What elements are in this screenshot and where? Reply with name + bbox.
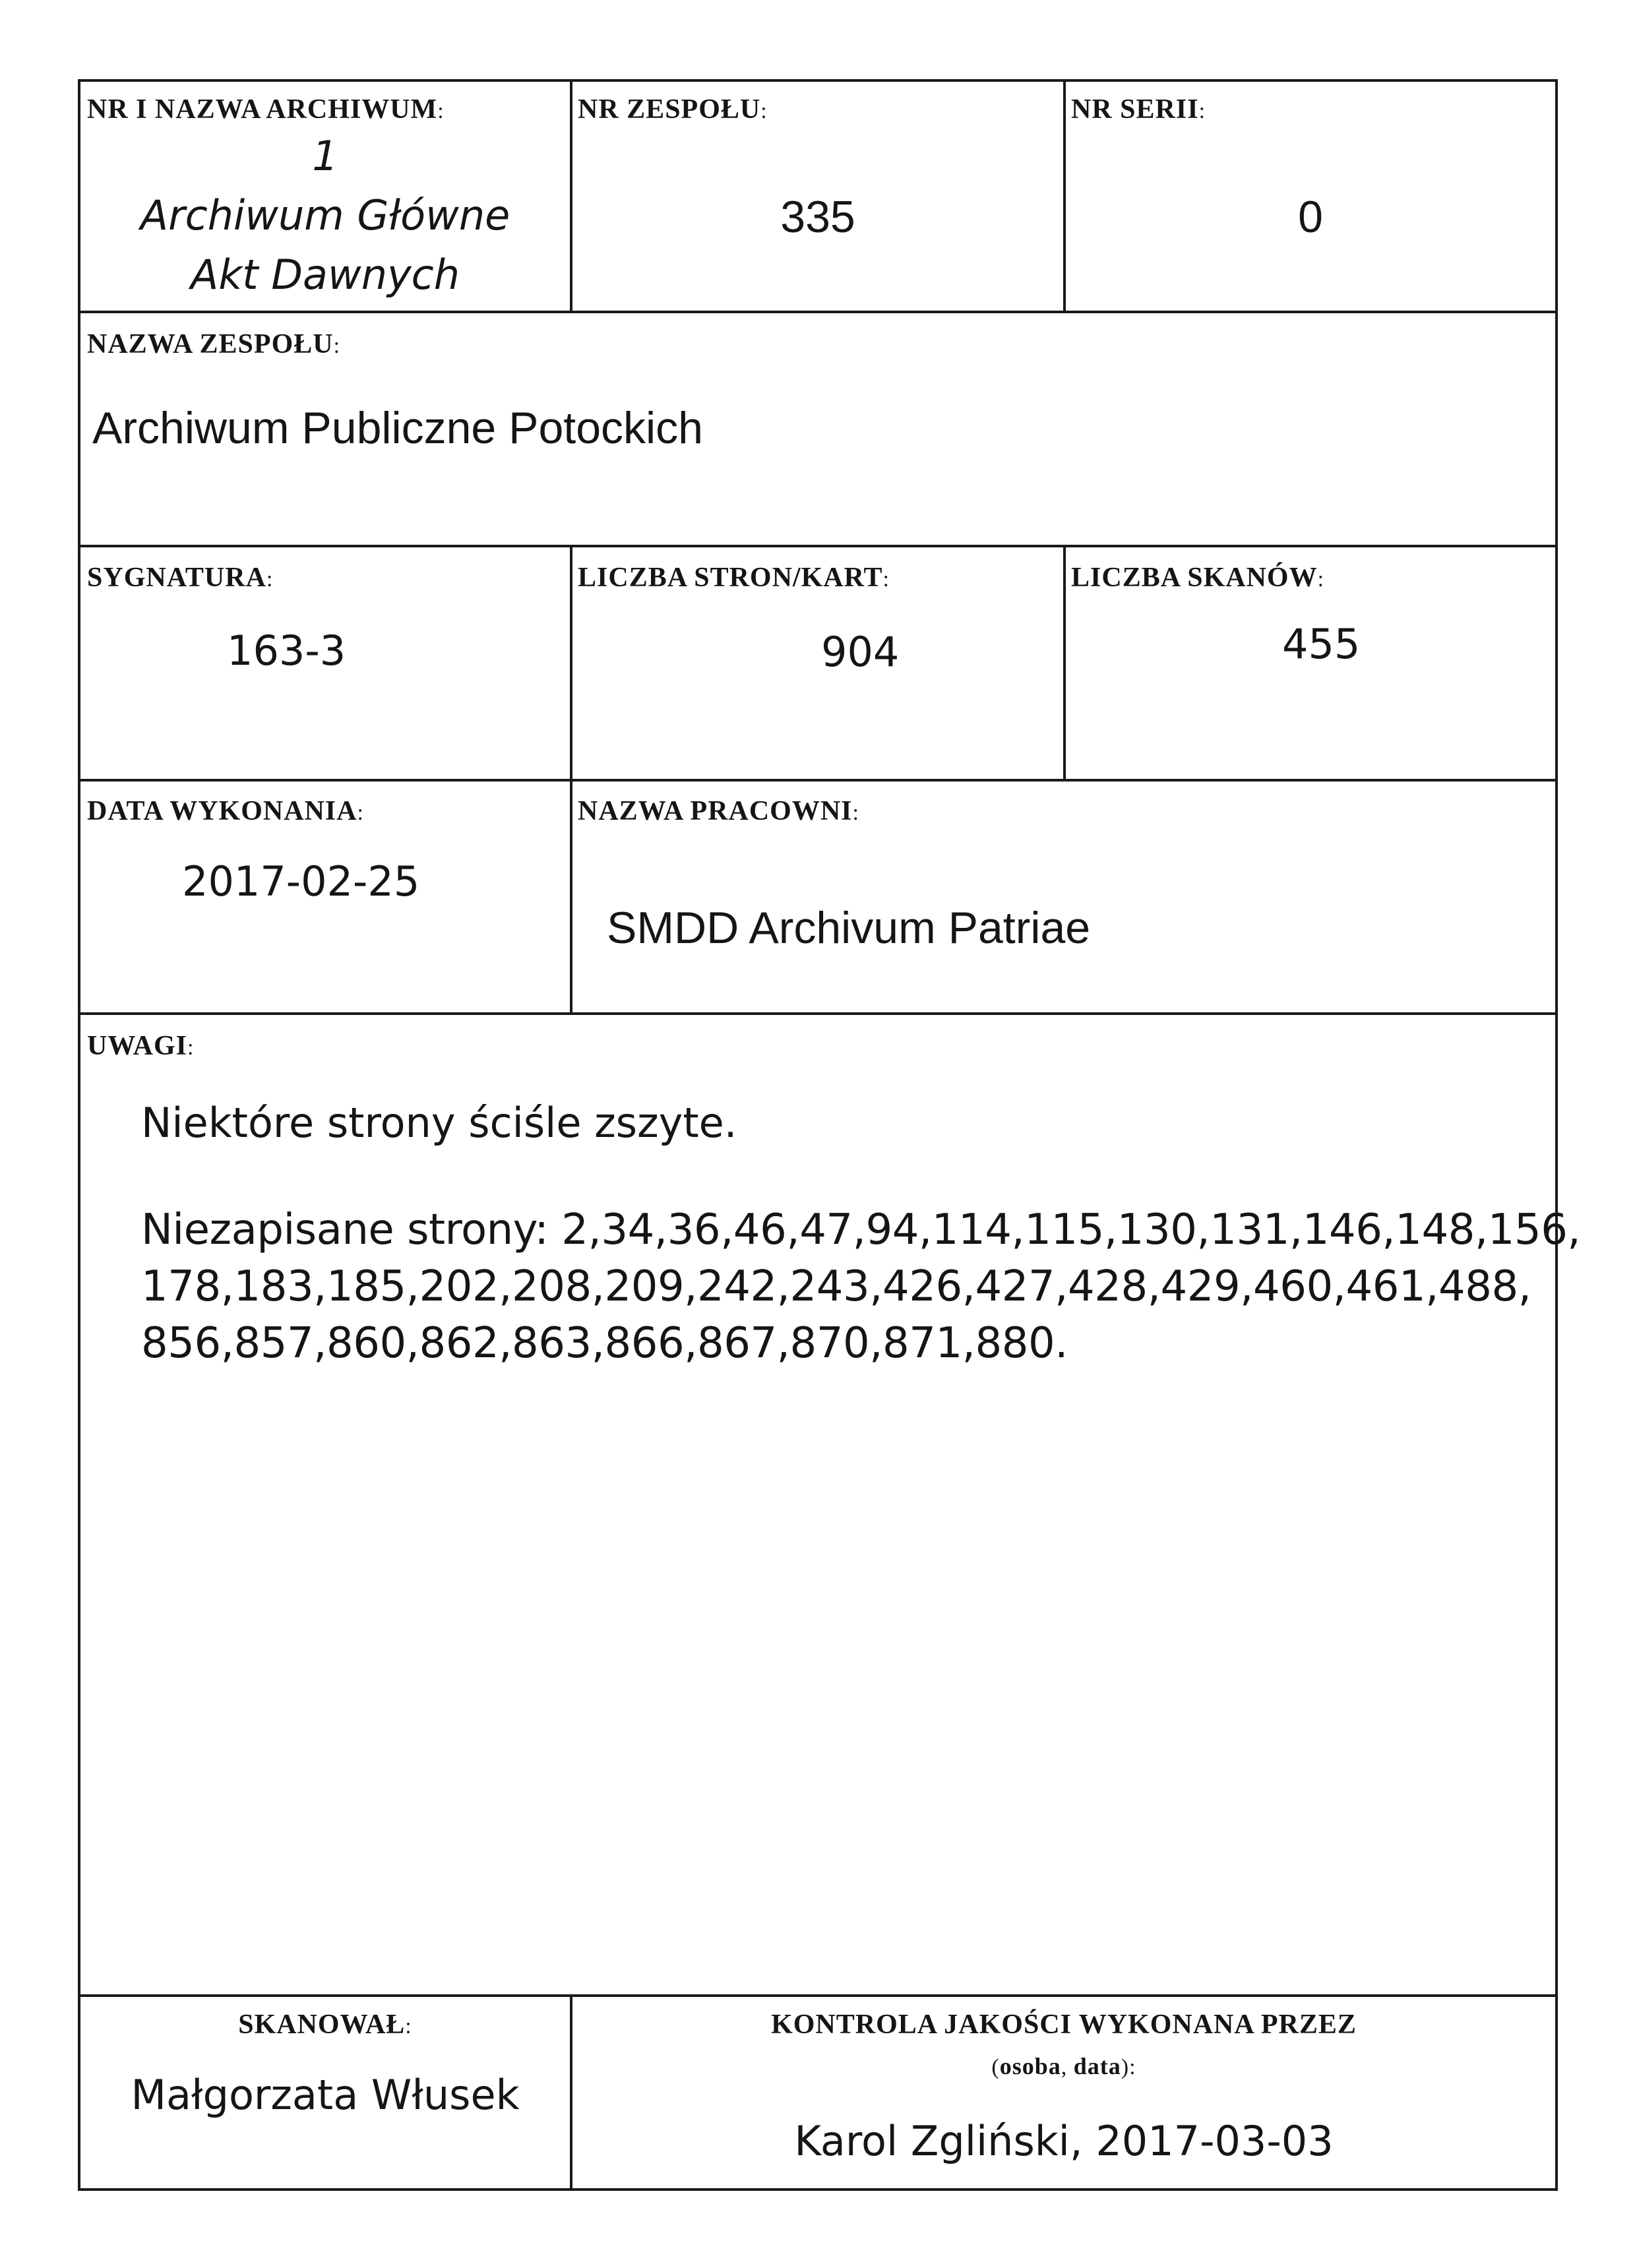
date-label: DATA WYKONANIA: bbox=[87, 796, 364, 826]
series-label: NR SERII: bbox=[1071, 94, 1206, 125]
studio-value: SMDD Archivum Patriae bbox=[607, 903, 1091, 953]
qc-sublabel: (osoba, data): bbox=[991, 2053, 1136, 2079]
notes-line-4: 856,857,860,862,863,866,867,870,871,880. bbox=[141, 1319, 1068, 1368]
scanned-by-value: Małgorzata Włusek bbox=[131, 2071, 520, 2119]
scanned-by-label: SKANOWAŁ: bbox=[238, 2009, 412, 2040]
collection-no-value: 335 bbox=[780, 192, 855, 242]
scans-label: LICZBA SKANÓW: bbox=[1071, 563, 1325, 593]
archive-label: NR I NAZWA ARCHIWUM: bbox=[87, 94, 445, 125]
series-value: 0 bbox=[1298, 192, 1323, 242]
col-divider-row4 bbox=[570, 779, 572, 1014]
col-divider-row3-a bbox=[570, 545, 572, 780]
signature-label: SYGNATURA: bbox=[87, 563, 274, 593]
archive-number: 1 bbox=[312, 132, 338, 180]
row-divider-5 bbox=[78, 1994, 1558, 1997]
archive-name-line2: Akt Dawnych bbox=[190, 251, 460, 299]
row-divider-2 bbox=[78, 545, 1558, 547]
studio-label: NAZWA PRACOWNI: bbox=[578, 796, 859, 826]
row-divider-1 bbox=[78, 311, 1558, 313]
signature-value: 163-3 bbox=[227, 627, 346, 675]
notes-line-2: Niezapisane strony: 2,34,36,46,47,94,114,115,130,131,146,148,156, bbox=[141, 1206, 1581, 1254]
notes-label: UWAGI: bbox=[87, 1031, 195, 1061]
qc-value: Karol Zgliński, 2017-03-03 bbox=[794, 2117, 1334, 2165]
scans-value: 455 bbox=[1282, 620, 1361, 668]
pages-label: LICZBA STRON/KART: bbox=[578, 563, 890, 593]
collection-name-label: NAZWA ZESPOŁU: bbox=[87, 329, 341, 359]
date-value: 2017-02-25 bbox=[182, 857, 420, 905]
col-divider-row3-b bbox=[1063, 545, 1066, 780]
collection-no-label: NR ZESPOŁU: bbox=[578, 94, 768, 125]
pages-value: 904 bbox=[821, 628, 900, 676]
collection-name-value: Archiwum Publiczne Potockich bbox=[92, 403, 703, 453]
qc-label: KONTROLA JAKOŚCI WYKONANA PRZEZ bbox=[771, 2009, 1357, 2040]
archive-name-line1: Archiwum Główne bbox=[140, 191, 510, 239]
notes-line-1: Niektóre strony ściśle zszyte. bbox=[141, 1099, 737, 1147]
row-divider-4 bbox=[78, 1012, 1558, 1015]
row-divider-3 bbox=[78, 779, 1558, 782]
notes-line-3: 178,183,185,202,208,209,242,243,426,427,428,429,460,461,488, bbox=[141, 1262, 1531, 1311]
